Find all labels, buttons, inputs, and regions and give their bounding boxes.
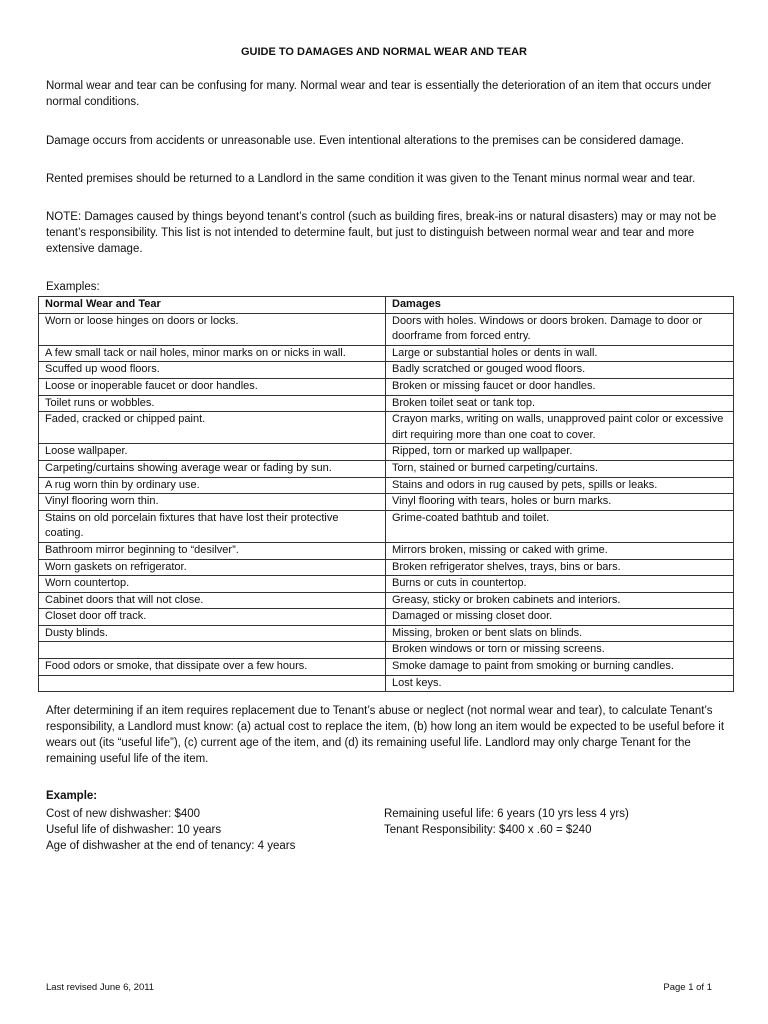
note-paragraph: NOTE: Damages caused by things beyond tenant’s control (such as building fires, break-ins or natural disasters) may or may not be tenant’s responsibility. This list is not intended to determine fault, but just to distinguish between normal wear and tear and more extensive damage. (46, 211, 717, 255)
normal-wear-cell: Cabinet doors that will not close. (39, 592, 386, 609)
damages-cell: Missing, broken or bent slats on blinds. (386, 625, 734, 642)
calculation-paragraph: After determining if an item requires replacement due to Tenant’s abuse or neglect (not normal wear and tear), to calculate Tenant’s responsibility, a Landlord must know: (a) actual cost to replace the item, (b) how long an item would be expected to be useful before it wears out (its “useful life”), (c) current age of the item, and (d) its remaining useful life. Landlord may only charge Tenant for the remaining useful life of the item. (46, 705, 725, 765)
table-row (39, 609, 734, 626)
example-tenant-responsibility-line: Tenant Responsibility: $400 x .60 = $240 (384, 824, 592, 836)
normal-wear-cell: A few small tack or nail holes, minor marks on or nicks in wall. (39, 345, 386, 362)
damages-cell: Doors with holes. Windows or doors broken. Damage to door or doorframe from forced entry. (386, 313, 734, 345)
damages-cell: Stains and odors in rug caused by pets, spills or leaks. (386, 477, 734, 494)
damages-cell: Damaged or missing closet door. (386, 609, 734, 626)
footer-revised-date: Last revised June 6, 2011 (46, 982, 155, 993)
damages-cell: Mirrors broken, missing or caked with grime. (386, 542, 734, 559)
damages-cell: Badly scratched or gouged wood floors. (386, 362, 734, 379)
normal-wear-cell: Worn or loose hinges on doors or locks. (39, 313, 386, 345)
examples-label: Examples: (46, 281, 100, 293)
table-row (39, 395, 734, 412)
table-row (39, 313, 734, 345)
example-age-line: Age of dishwasher at the end of tenancy: 4 years (46, 840, 296, 852)
normal-wear-cell (39, 642, 386, 659)
normal-wear-cell: Closet door off track. (39, 609, 386, 626)
table-row (39, 412, 734, 444)
normal-wear-cell: Vinyl flooring worn thin. (39, 494, 386, 511)
table-row (39, 559, 734, 576)
normal-wear-cell: Toilet runs or wobbles. (39, 395, 386, 412)
table-row (39, 592, 734, 609)
damages-cell: Grime-coated bathtub and toilet. (386, 510, 734, 542)
damage-paragraph: Damage occurs from accidents or unreasonable use. Even intentional alterations to the premises can be considered damage. (46, 135, 684, 147)
table-row (39, 460, 734, 477)
table-row (39, 494, 734, 511)
normal-wear-cell: Faded, cracked or chipped paint. (39, 412, 386, 444)
table-row (39, 444, 734, 461)
damages-cell: Greasy, sticky or broken cabinets and interiors. (386, 592, 734, 609)
table-row (39, 378, 734, 395)
table-body (39, 313, 734, 692)
example-title: Example: (46, 790, 98, 802)
normal-wear-cell: Worn countertop. (39, 576, 386, 593)
normal-wear-cell: Dusty blinds. (39, 625, 386, 642)
table-row (39, 576, 734, 593)
table-row (39, 625, 734, 642)
damages-cell: Vinyl flooring with tears, holes or burn marks. (386, 494, 734, 511)
example-useful-life-line: Useful life of dishwasher: 10 years (46, 824, 222, 836)
normal-wear-cell: Stains on old porcelain fixtures that have lost their protective coating. (39, 510, 386, 542)
footer-page-number: Page 1 of 1 (663, 982, 712, 993)
normal-wear-cell: Food odors or smoke, that dissipate over a few hours. (39, 659, 386, 676)
normal-wear-cell: Loose wallpaper. (39, 444, 386, 461)
example-cost-line: Cost of new dishwasher: $400 (46, 808, 201, 820)
table-row (39, 675, 734, 692)
column-header-normal-wear: Normal Wear and Tear (39, 297, 386, 314)
damages-cell: Smoke damage to paint from smoking or burning candles. (386, 659, 734, 676)
normal-wear-cell: Loose or inoperable faucet or door handles. (39, 378, 386, 395)
damages-cell: Ripped, torn or marked up wallpaper. (386, 444, 734, 461)
intro-paragraph: Normal wear and tear can be confusing for many. Normal wear and tear is essentially the deterioration of an item that occurs under normal conditions. (46, 80, 712, 108)
table-row (39, 542, 734, 559)
damages-cell: Broken refrigerator shelves, trays, bins or bars. (386, 559, 734, 576)
table-row (39, 659, 734, 676)
table-row (39, 510, 734, 542)
table-row (39, 477, 734, 494)
damages-cell: Broken or missing faucet or door handles. (386, 378, 734, 395)
normal-wear-cell: Worn gaskets on refrigerator. (39, 559, 386, 576)
table-header-row (39, 297, 734, 314)
normal-wear-cell (39, 675, 386, 692)
damages-cell: Lost keys. (386, 675, 734, 692)
damages-cell: Broken toilet seat or tank top. (386, 395, 734, 412)
normal-wear-cell: A rug worn thin by ordinary use. (39, 477, 386, 494)
damages-cell: Broken windows or torn or missing screens. (386, 642, 734, 659)
return-paragraph: Rented premises should be returned to a Landlord in the same condition it was given to the Tenant minus normal wear and tear. (46, 173, 696, 185)
damages-cell: Torn, stained or burned carpeting/curtains. (386, 460, 734, 477)
table-row (39, 642, 734, 659)
example-remaining-life-line: Remaining useful life: 6 years (10 yrs less 4 yrs) (384, 808, 629, 820)
normal-wear-cell: Carpeting/curtains showing average wear or fading by sun. (39, 460, 386, 477)
document-title: GUIDE TO DAMAGES AND NORMAL WEAR AND TEAR (241, 46, 527, 58)
normal-wear-cell: Scuffed up wood floors. (39, 362, 386, 379)
normal-wear-cell: Bathroom mirror beginning to “desilver”. (39, 542, 386, 559)
damages-cell: Crayon marks, writing on walls, unapproved paint color or excessive dirt requiring more than one coat to cover. (386, 412, 734, 444)
damages-cell: Large or substantial holes or dents in wall. (386, 345, 734, 362)
damages-cell: Burns or cuts in countertop. (386, 576, 734, 593)
column-header-damages: Damages (386, 297, 734, 314)
table-row (39, 362, 734, 379)
wear-vs-damage-table (38, 296, 734, 692)
table-row (39, 345, 734, 362)
